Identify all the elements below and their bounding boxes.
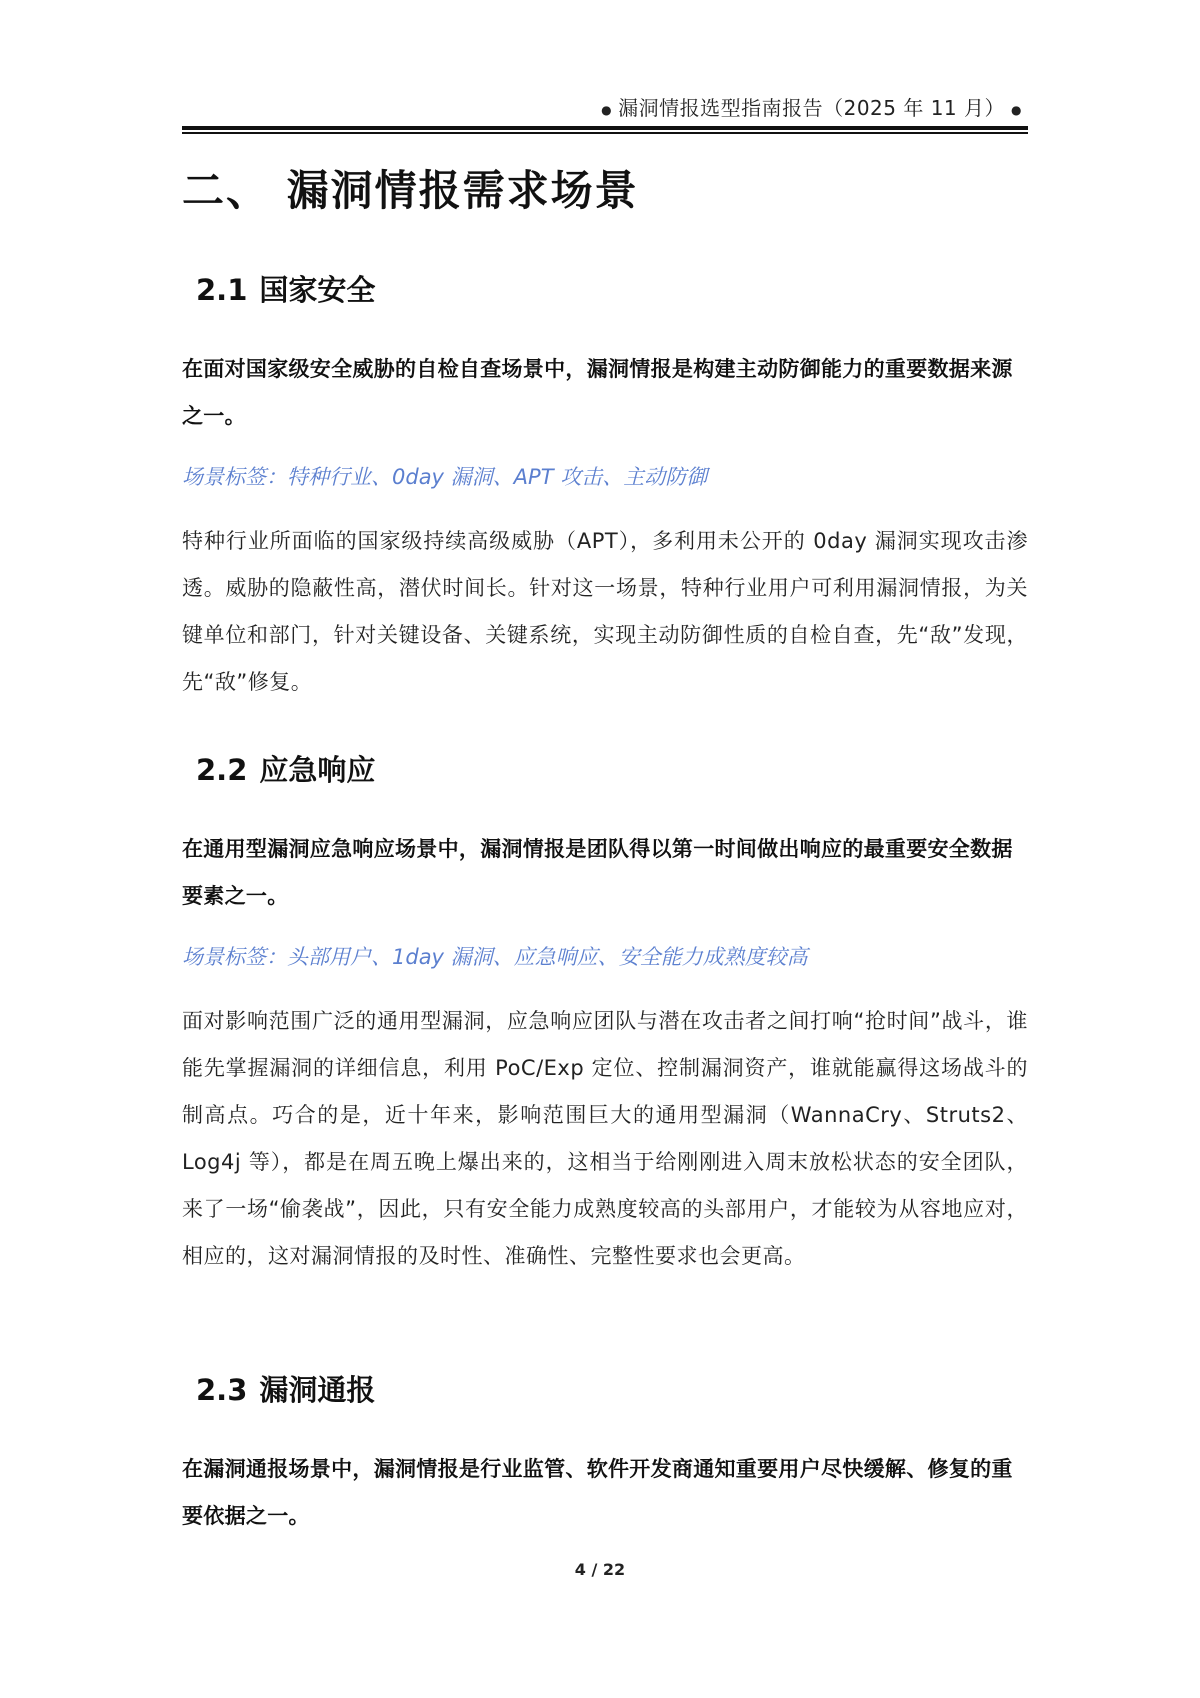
scenario-tags: 场景标签：头部用户、1day 漏洞、应急响应、安全能力成熟度较高 [182, 945, 808, 969]
section-title: 国家安全 [259, 273, 376, 307]
report-title: 漏洞情报选型指南报告（2025 年 11 月） [618, 96, 1006, 120]
section-lead: 在漏洞通报场景中，漏洞情报是行业监管、软件开发商通知重要用户尽快缓解、修复的重要依据之一。 [182, 1457, 1013, 1528]
section-number: 2.2 [196, 753, 248, 787]
page-number: 4 / 22 [574, 1560, 626, 1579]
chapter-title: 二、 漏洞情报需求场景 [182, 166, 639, 215]
header-rule-thin [182, 132, 1028, 134]
section-lead: 在通用型漏洞应急响应场景中，漏洞情报是团队得以第一时间做出响应的最重要安全数据要素之一。 [182, 837, 1013, 908]
section-number: 2.1 [196, 273, 248, 307]
bullet-icon: ● [601, 102, 613, 117]
section-title: 应急响应 [259, 753, 376, 787]
bullet-icon: ● [1011, 102, 1022, 117]
section-title: 漏洞通报 [259, 1373, 376, 1407]
section-number: 2.3 [196, 1373, 248, 1407]
running-header [182, 92, 1028, 121]
section-heading [196, 268, 375, 309]
header-rule-thick [182, 126, 1028, 130]
scenario-tags: 场景标签：特种行业、0day 漏洞、APT 攻击、主动防御 [182, 465, 708, 489]
section-heading [196, 1368, 375, 1409]
section-body: 面对影响范围广泛的通用型漏洞，应急响应团队与潜在攻击者之间打响“抢时间”战斗，谁能先掌握漏洞的详细信息，利用 PoC/Exp 定位、控制漏洞资产，谁就能赢得这场战斗的制高点。巧合的是，近十年来，影响范围巨大的通用型漏洞（WannaCry、Struts2、Log4j 等），都是在周五晚上爆出来的，这相当于给刚刚进入周末放松状态的安全团队，来了一场“偷袭战”，因此，只有安全能力成熟度较高的头部用户，才能较为从容地应对，相应的，这对漏洞情报的及时性、准确性、完整性要求也会更高。 [182, 1009, 1028, 1268]
section-lead: 在面对国家级安全威胁的自检自查场景中，漏洞情报是构建主动防御能力的重要数据来源之一。 [182, 357, 1013, 428]
section-heading [196, 748, 375, 789]
section-body: 特种行业所面临的国家级持续高级威胁（APT），多利用未公开的 0day 漏洞实现攻击渗透。威胁的隐蔽性高，潜伏时间长。针对这一场景，特种行业用户可利用漏洞情报，为关键单位和部门，针对关键设备、关键系统，实现主动防御性质的自检自查，先“敌”发现，先“敌”修复。 [182, 529, 1028, 694]
